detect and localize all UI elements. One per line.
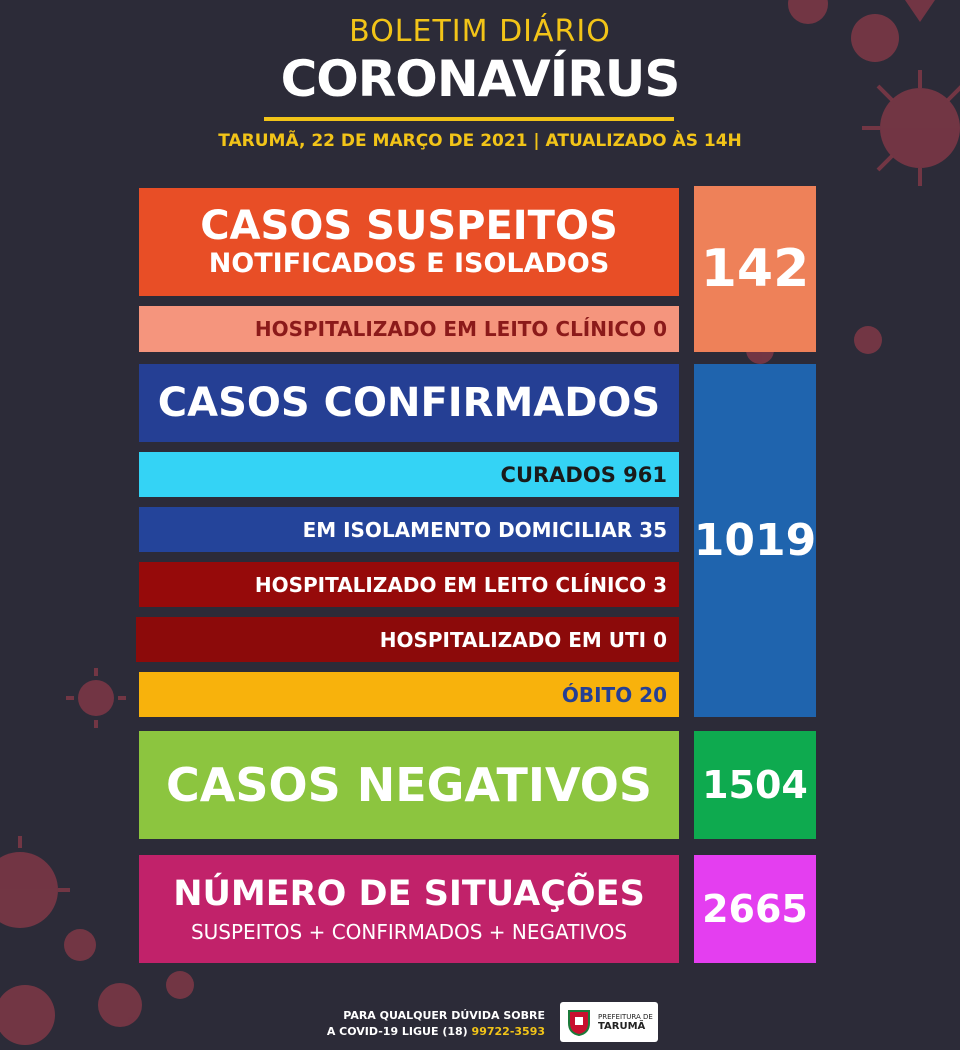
footer-line2-text: A COVID-19 LIGUE (18) [326, 1025, 468, 1038]
confirmados-panel [139, 364, 679, 442]
coat-of-arms-icon [564, 1007, 594, 1037]
obito-row [139, 672, 679, 717]
suspeitos-total [694, 186, 816, 352]
suspeitos-title: CASOS SUSPEITOS [200, 203, 618, 249]
footer-line2 [300, 1024, 545, 1040]
prefeitura-logo [560, 1002, 658, 1042]
obito-label: ÓBITO 20 [561, 682, 667, 707]
suspeitos-panel [139, 188, 679, 296]
footer-contact [300, 1008, 545, 1040]
date-subtitle: TARUMÃ, 22 DE MARÇO DE 2021 | ATUALIZADO ÀS 14H [218, 131, 742, 151]
suspeitos-hospitalizado-label: HOSPITALIZADO EM LEITO CLÍNICO 0 [254, 317, 667, 341]
negativos-title: CASOS NEGATIVOS [166, 758, 652, 812]
situacoes-title: NÚMERO DE SITUAÇÕES [173, 874, 645, 914]
logo-bottom-text: TARUMÃ [598, 1021, 646, 1032]
situacoes-panel [139, 855, 679, 963]
confirmados-total [694, 364, 816, 717]
curados-row [139, 452, 679, 497]
isolamento-label: EM ISOLAMENTO DOMICILIAR 35 [302, 517, 667, 542]
uti-label: HOSPITALIZADO EM UTI 0 [379, 627, 667, 652]
leito-row [139, 562, 679, 607]
situacoes-subtitle: SUSPEITOS + CONFIRMADOS + NEGATIVOS [190, 920, 628, 944]
suspeitos-total-value: 142 [700, 239, 810, 299]
confirmados-title: CASOS CONFIRMADOS [157, 380, 661, 426]
suspeitos-hospitalizado-row [139, 306, 679, 352]
title-underline [264, 117, 674, 121]
confirmados-total-value: 1019 [693, 515, 817, 566]
suspeitos-subtitle: NOTIFICADOS E ISOLADOS [208, 248, 610, 279]
leito-label: HOSPITALIZADO EM LEITO CLÍNICO 3 [254, 572, 667, 597]
footer-line1: PARA QUALQUER DÚVIDA SOBRE [343, 1009, 545, 1022]
isolamento-row [139, 507, 679, 552]
page-title: CORONAVÍRUS [280, 50, 680, 108]
negativos-panel [139, 731, 679, 839]
uti-row [136, 617, 679, 662]
situacoes-total-value: 2665 [702, 887, 808, 931]
bulletin-label: BOLETIM DIÁRIO [349, 14, 611, 49]
negativos-total-value: 1504 [702, 763, 808, 807]
negativos-total [694, 731, 816, 839]
footer-phone: 99722-3593 [471, 1025, 545, 1038]
logo-top-text: PREFEITURA DE [598, 1013, 653, 1021]
curados-label: CURADOS 961 [500, 462, 667, 487]
situacoes-total [694, 855, 816, 963]
